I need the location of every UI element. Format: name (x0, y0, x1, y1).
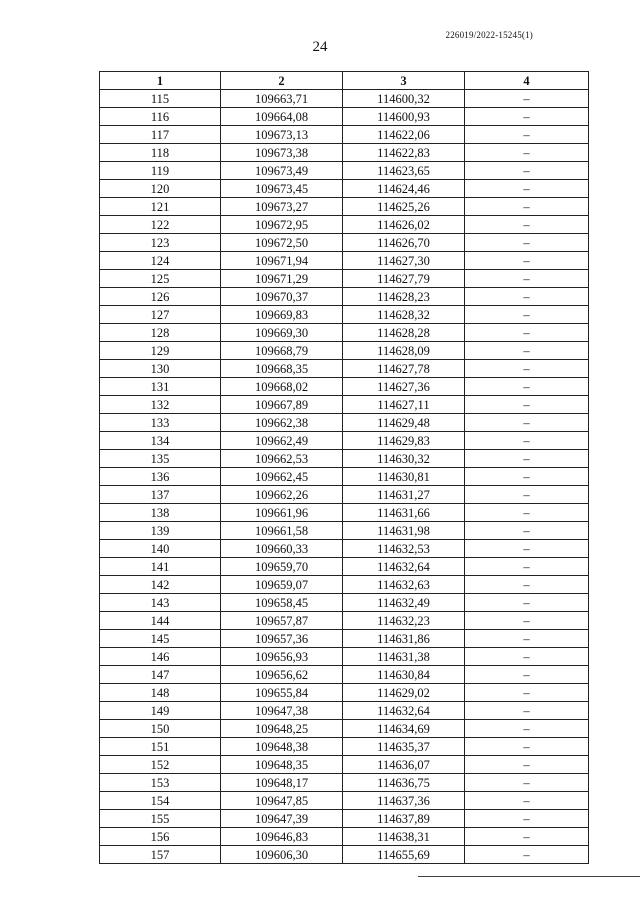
table-row (100, 612, 589, 630)
y-coordinate-cell: 114630,32 (343, 450, 465, 468)
y-coordinate-cell: 114600,32 (343, 90, 465, 108)
table-row (100, 828, 589, 846)
table-row (100, 270, 589, 288)
note-cell: – (465, 828, 589, 846)
point-number-cell: 127 (100, 306, 221, 324)
note-cell: – (465, 522, 589, 540)
point-number-cell: 132 (100, 396, 221, 414)
y-coordinate-cell: 114632,23 (343, 612, 465, 630)
y-coordinate-cell: 114632,64 (343, 702, 465, 720)
x-coordinate-cell: 109672,95 (221, 216, 343, 234)
point-number-cell: 141 (100, 558, 221, 576)
x-coordinate-cell: 109672,50 (221, 234, 343, 252)
x-coordinate-cell: 109647,39 (221, 810, 343, 828)
point-number-cell: 138 (100, 504, 221, 522)
x-coordinate-cell: 109668,35 (221, 360, 343, 378)
point-number-cell: 155 (100, 810, 221, 828)
y-coordinate-cell: 114637,36 (343, 792, 465, 810)
y-coordinate-cell: 114626,70 (343, 234, 465, 252)
point-number-cell: 148 (100, 684, 221, 702)
x-coordinate-cell: 109659,70 (221, 558, 343, 576)
y-coordinate-cell: 114627,36 (343, 378, 465, 396)
note-cell: – (465, 612, 589, 630)
x-coordinate-cell: 109662,53 (221, 450, 343, 468)
column-header-2: 2 (221, 72, 343, 90)
y-coordinate-cell: 114631,98 (343, 522, 465, 540)
y-coordinate-cell: 114628,09 (343, 342, 465, 360)
y-coordinate-cell: 114600,93 (343, 108, 465, 126)
x-coordinate-cell: 109673,27 (221, 198, 343, 216)
y-coordinate-cell: 114631,27 (343, 486, 465, 504)
point-number-cell: 117 (100, 126, 221, 144)
x-coordinate-cell: 109658,45 (221, 594, 343, 612)
document-id: 226019/2022-15245(1) (445, 30, 533, 40)
note-cell: – (465, 288, 589, 306)
table-row (100, 450, 589, 468)
point-number-cell: 128 (100, 324, 221, 342)
x-coordinate-cell: 109606,30 (221, 846, 343, 864)
y-coordinate-cell: 114632,49 (343, 594, 465, 612)
table-row (100, 180, 589, 198)
table-row (100, 108, 589, 126)
point-number-cell: 144 (100, 612, 221, 630)
x-coordinate-cell: 109648,35 (221, 756, 343, 774)
table-row (100, 810, 589, 828)
point-number-cell: 147 (100, 666, 221, 684)
x-coordinate-cell: 109656,93 (221, 648, 343, 666)
note-cell: – (465, 450, 589, 468)
point-number-cell: 129 (100, 342, 221, 360)
note-cell: – (465, 468, 589, 486)
x-coordinate-cell: 109671,29 (221, 270, 343, 288)
table-row (100, 522, 589, 540)
table-row (100, 702, 589, 720)
point-number-cell: 154 (100, 792, 221, 810)
point-number-cell: 145 (100, 630, 221, 648)
footer-rule (418, 876, 640, 877)
x-coordinate-cell: 109671,94 (221, 252, 343, 270)
point-number-cell: 157 (100, 846, 221, 864)
point-number-cell: 125 (100, 270, 221, 288)
x-coordinate-cell: 109669,83 (221, 306, 343, 324)
x-coordinate-cell: 109661,96 (221, 504, 343, 522)
y-coordinate-cell: 114622,83 (343, 144, 465, 162)
note-cell: – (465, 234, 589, 252)
note-cell: – (465, 162, 589, 180)
point-number-cell: 116 (100, 108, 221, 126)
y-coordinate-cell: 114632,63 (343, 576, 465, 594)
x-coordinate-cell: 109655,84 (221, 684, 343, 702)
x-coordinate-cell: 109673,13 (221, 126, 343, 144)
note-cell: – (465, 774, 589, 792)
note-cell: – (465, 648, 589, 666)
y-coordinate-cell: 114631,66 (343, 504, 465, 522)
y-coordinate-cell: 114627,11 (343, 396, 465, 414)
table-row (100, 630, 589, 648)
note-cell: – (465, 558, 589, 576)
y-coordinate-cell: 114628,23 (343, 288, 465, 306)
x-coordinate-cell: 109668,02 (221, 378, 343, 396)
note-cell: – (465, 180, 589, 198)
y-coordinate-cell: 114637,89 (343, 810, 465, 828)
y-coordinate-cell: 114634,69 (343, 720, 465, 738)
table-row (100, 576, 589, 594)
y-coordinate-cell: 114632,64 (343, 558, 465, 576)
table-row (100, 756, 589, 774)
table-body (100, 90, 589, 864)
point-number-cell: 140 (100, 540, 221, 558)
point-number-cell: 122 (100, 216, 221, 234)
table-row (100, 432, 589, 450)
y-coordinate-cell: 114632,53 (343, 540, 465, 558)
x-coordinate-cell: 109659,07 (221, 576, 343, 594)
y-coordinate-cell: 114624,46 (343, 180, 465, 198)
table-row (100, 720, 589, 738)
y-coordinate-cell: 114625,26 (343, 198, 465, 216)
y-coordinate-cell: 114627,78 (343, 360, 465, 378)
note-cell: – (465, 360, 589, 378)
y-coordinate-cell: 114623,65 (343, 162, 465, 180)
table-row (100, 162, 589, 180)
x-coordinate-cell: 109646,83 (221, 828, 343, 846)
y-coordinate-cell: 114622,06 (343, 126, 465, 144)
x-coordinate-cell: 109673,38 (221, 144, 343, 162)
y-coordinate-cell: 114629,83 (343, 432, 465, 450)
table-row (100, 846, 589, 864)
table-row (100, 144, 589, 162)
table-row (100, 306, 589, 324)
note-cell: – (465, 396, 589, 414)
point-number-cell: 143 (100, 594, 221, 612)
x-coordinate-cell: 109657,87 (221, 612, 343, 630)
table-row (100, 324, 589, 342)
point-number-cell: 135 (100, 450, 221, 468)
point-number-cell: 134 (100, 432, 221, 450)
note-cell: – (465, 810, 589, 828)
y-coordinate-cell: 114636,07 (343, 756, 465, 774)
table-row (100, 396, 589, 414)
point-number-cell: 150 (100, 720, 221, 738)
y-coordinate-cell: 114627,30 (343, 252, 465, 270)
y-coordinate-cell: 114627,79 (343, 270, 465, 288)
point-number-cell: 139 (100, 522, 221, 540)
point-number-cell: 126 (100, 288, 221, 306)
x-coordinate-cell: 109662,26 (221, 486, 343, 504)
x-coordinate-cell: 109669,30 (221, 324, 343, 342)
x-coordinate-cell: 109647,85 (221, 792, 343, 810)
point-number-cell: 149 (100, 702, 221, 720)
note-cell: – (465, 432, 589, 450)
table-row (100, 540, 589, 558)
x-coordinate-cell: 109647,38 (221, 702, 343, 720)
x-coordinate-cell: 109648,25 (221, 720, 343, 738)
note-cell: – (465, 216, 589, 234)
point-number-cell: 156 (100, 828, 221, 846)
note-cell: – (465, 324, 589, 342)
table-row (100, 234, 589, 252)
x-coordinate-cell: 109673,49 (221, 162, 343, 180)
note-cell: – (465, 576, 589, 594)
x-coordinate-cell: 109662,49 (221, 432, 343, 450)
table-row (100, 792, 589, 810)
point-number-cell: 146 (100, 648, 221, 666)
coordinates-table (99, 71, 589, 864)
table-row (100, 558, 589, 576)
point-number-cell: 119 (100, 162, 221, 180)
note-cell: – (465, 342, 589, 360)
table-row (100, 594, 589, 612)
table-row (100, 738, 589, 756)
note-cell: – (465, 846, 589, 864)
table-row (100, 252, 589, 270)
table-header-row (100, 72, 589, 90)
y-coordinate-cell: 114638,31 (343, 828, 465, 846)
point-number-cell: 115 (100, 90, 221, 108)
point-number-cell: 123 (100, 234, 221, 252)
point-number-cell: 151 (100, 738, 221, 756)
y-coordinate-cell: 114631,86 (343, 630, 465, 648)
point-number-cell: 142 (100, 576, 221, 594)
y-coordinate-cell: 114636,75 (343, 774, 465, 792)
y-coordinate-cell: 114655,69 (343, 846, 465, 864)
note-cell: – (465, 108, 589, 126)
note-cell: – (465, 594, 589, 612)
table-row (100, 486, 589, 504)
note-cell: – (465, 756, 589, 774)
y-coordinate-cell: 114630,81 (343, 468, 465, 486)
note-cell: – (465, 666, 589, 684)
point-number-cell: 120 (100, 180, 221, 198)
point-number-cell: 121 (100, 198, 221, 216)
note-cell: – (465, 630, 589, 648)
table-row (100, 468, 589, 486)
table-row (100, 90, 589, 108)
note-cell: – (465, 792, 589, 810)
x-coordinate-cell: 109667,89 (221, 396, 343, 414)
note-cell: – (465, 486, 589, 504)
note-cell: – (465, 198, 589, 216)
y-coordinate-cell: 114635,37 (343, 738, 465, 756)
point-number-cell: 152 (100, 756, 221, 774)
table-row (100, 504, 589, 522)
table-row (100, 666, 589, 684)
page-number: 24 (312, 39, 328, 55)
note-cell: – (465, 720, 589, 738)
x-coordinate-cell: 109670,37 (221, 288, 343, 306)
point-number-cell: 137 (100, 486, 221, 504)
y-coordinate-cell: 114631,38 (343, 648, 465, 666)
x-coordinate-cell: 109661,58 (221, 522, 343, 540)
x-coordinate-cell: 109662,38 (221, 414, 343, 432)
x-coordinate-cell: 109657,36 (221, 630, 343, 648)
column-header-3: 3 (343, 72, 465, 90)
note-cell: – (465, 90, 589, 108)
y-coordinate-cell: 114628,28 (343, 324, 465, 342)
y-coordinate-cell: 114630,84 (343, 666, 465, 684)
point-number-cell: 118 (100, 144, 221, 162)
x-coordinate-cell: 109656,62 (221, 666, 343, 684)
x-coordinate-cell: 109648,38 (221, 738, 343, 756)
y-coordinate-cell: 114629,02 (343, 684, 465, 702)
table-row (100, 684, 589, 702)
note-cell: – (465, 684, 589, 702)
table-row (100, 648, 589, 666)
column-header-1: 1 (100, 72, 221, 90)
note-cell: – (465, 126, 589, 144)
note-cell: – (465, 252, 589, 270)
table-row (100, 342, 589, 360)
x-coordinate-cell: 109662,45 (221, 468, 343, 486)
x-coordinate-cell: 109664,08 (221, 108, 343, 126)
x-coordinate-cell: 109648,17 (221, 774, 343, 792)
y-coordinate-cell: 114626,02 (343, 216, 465, 234)
table-row (100, 414, 589, 432)
y-coordinate-cell: 114628,32 (343, 306, 465, 324)
column-header-4: 4 (465, 72, 589, 90)
note-cell: – (465, 144, 589, 162)
table-row (100, 216, 589, 234)
note-cell: – (465, 504, 589, 522)
point-number-cell: 153 (100, 774, 221, 792)
note-cell: – (465, 270, 589, 288)
x-coordinate-cell: 109668,79 (221, 342, 343, 360)
x-coordinate-cell: 109663,71 (221, 90, 343, 108)
note-cell: – (465, 540, 589, 558)
table-row (100, 198, 589, 216)
table-row (100, 288, 589, 306)
table-row (100, 360, 589, 378)
point-number-cell: 130 (100, 360, 221, 378)
x-coordinate-cell: 109660,33 (221, 540, 343, 558)
note-cell: – (465, 702, 589, 720)
point-number-cell: 124 (100, 252, 221, 270)
point-number-cell: 136 (100, 468, 221, 486)
note-cell: – (465, 738, 589, 756)
note-cell: – (465, 378, 589, 396)
table-row (100, 378, 589, 396)
note-cell: – (465, 306, 589, 324)
point-number-cell: 133 (100, 414, 221, 432)
x-coordinate-cell: 109673,45 (221, 180, 343, 198)
note-cell: – (465, 414, 589, 432)
point-number-cell: 131 (100, 378, 221, 396)
table-row (100, 774, 589, 792)
y-coordinate-cell: 114629,48 (343, 414, 465, 432)
table-row (100, 126, 589, 144)
